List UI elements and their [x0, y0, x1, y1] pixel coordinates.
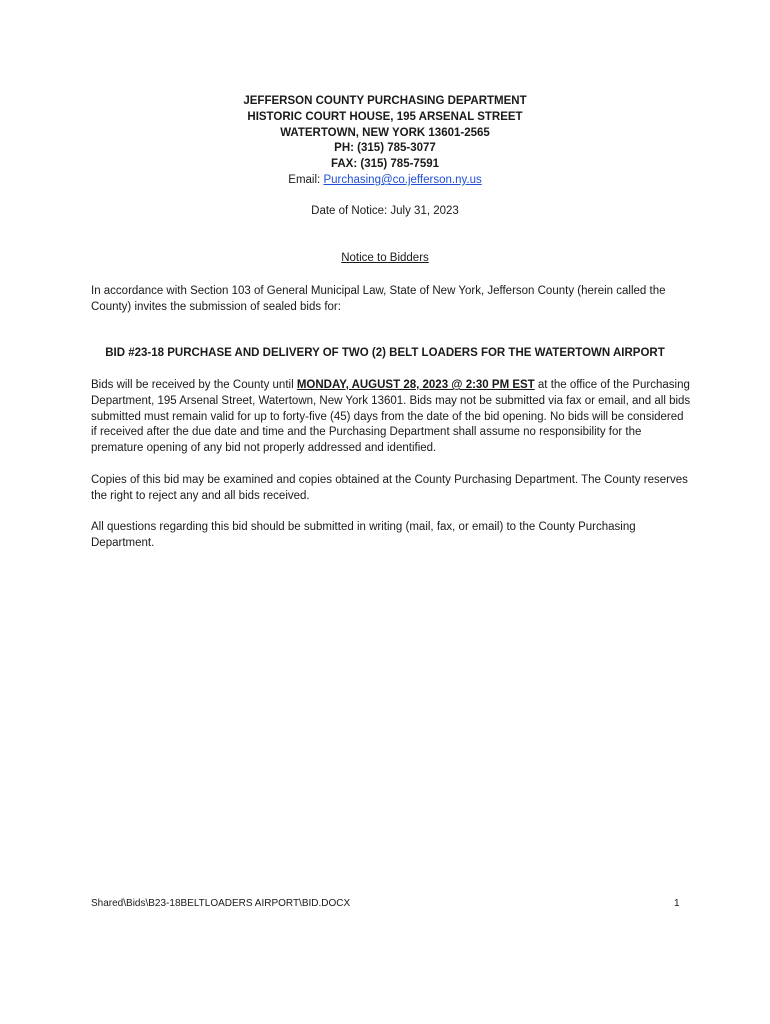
- department-fax: FAX: (315) 785-7591: [330, 158, 440, 171]
- copies-paragraph: Copies of this bid may be examined and copies obtained at the County Purchasing Department. The County reserves the right to reject any and all bids received.: [91, 474, 688, 502]
- bid-deadline: MONDAY, AUGUST 28, 2023 @ 2:30 PM EST: [296, 379, 535, 391]
- email-label: Email:: [288, 173, 324, 186]
- department-name: JEFFERSON COUNTY PURCHASING DEPARTMENT: [243, 95, 527, 107]
- department-phone: PH: (315) 785-3077: [334, 142, 436, 155]
- bid-title: BID #23-18 PURCHASE AND DELIVERY OF TWO (2) BELT LOADERS FOR THE WATERTOWN AIRPORT: [105, 347, 665, 359]
- questions-paragraph: All questions regarding this bid should be submitted in writing (mail, fax, or email) to the County Purchasing Department.: [91, 521, 636, 549]
- page-number: 1: [674, 898, 680, 909]
- footer-file-path: Shared\Bids\B23-18BELTLOADERS AIRPORT\BID.DOCX: [91, 898, 351, 909]
- intro-paragraph: In accordance with Section 103 of General Municipal Law, State of New York, Jefferson County (herein called the County) invites the submission of sealed bids for:: [91, 285, 666, 313]
- bids-intro-text: Bids will be received by the County until: [91, 379, 297, 391]
- letterhead: [0, 94, 770, 189]
- bids-paragraph: [91, 378, 691, 457]
- bids-detail-text: at the office of the Purchasing Department, 195 Arsenal Street, Watertown, New York 13601. Bids may not be submitted via fax or email, and all bids submitted must remain valid for up to forty-five (45) days from the date of the bid opening. No bids will be considered if received after the due date and time and the Purchasing Department shall assume no responsibility for the premature opening of any bid not properly addressed and identified.: [91, 379, 691, 455]
- date-of-notice: Date of Notice: July 31, 2023: [311, 205, 459, 217]
- department-city: WATERTOWN, NEW YORK 13601-2565: [280, 126, 490, 139]
- notice-title: Notice to Bidders: [341, 252, 429, 264]
- department-address: HISTORIC COURT HOUSE, 195 ARSENAL STREET: [247, 110, 523, 123]
- email-link[interactable]: Purchasing@co.jefferson.ny.us: [323, 173, 482, 186]
- department-email: [0, 173, 770, 189]
